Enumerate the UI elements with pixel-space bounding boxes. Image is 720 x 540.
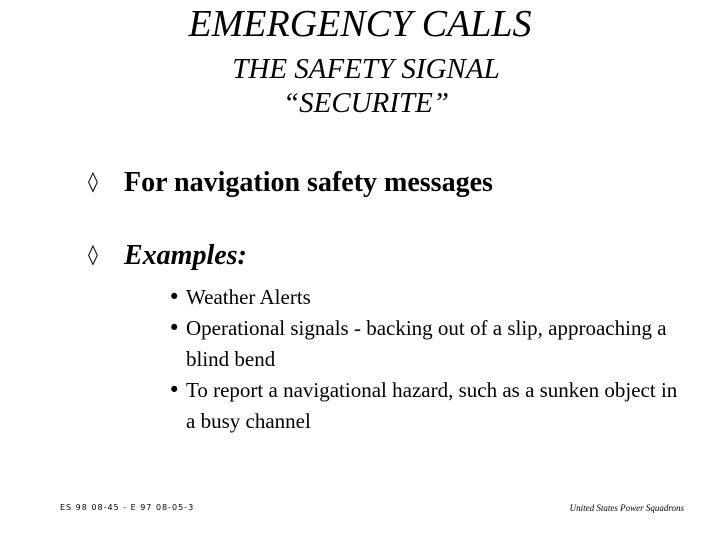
- diamond-bullet-icon: ◊: [88, 242, 98, 266]
- list-item-text: Weather Alerts: [186, 285, 311, 309]
- footer-course-code: ES 98 08-45 - E 97 08-05-3: [60, 503, 195, 512]
- point-text: For navigation safety messages: [124, 167, 493, 198]
- examples-list: [168, 282, 688, 437]
- point-examples: [88, 238, 247, 272]
- point-navigation-safety: [88, 165, 493, 199]
- slide-title: EMERGENCY CALLS: [188, 3, 532, 45]
- bullet-dot-icon: •: [168, 378, 181, 402]
- slide-subtitle-line2: “SECURITE”: [283, 87, 449, 119]
- list-item: [168, 282, 688, 313]
- list-item-text: To report a navigational hazard, such as a sunken object in a busy channel: [186, 378, 678, 433]
- list-item: [168, 313, 688, 375]
- point-text: Examples:: [124, 240, 247, 271]
- slide-subtitle-line1: THE SAFETY SIGNAL: [232, 53, 500, 85]
- footer-organization: United States Power Squadrons: [569, 503, 684, 513]
- list-item-text: Operational signals - backing out of a slip, approaching a blind bend: [186, 316, 667, 371]
- bullet-dot-icon: •: [168, 316, 181, 340]
- bullet-dot-icon: •: [168, 285, 181, 309]
- diamond-bullet-icon: ◊: [88, 169, 98, 193]
- list-item: [168, 375, 688, 437]
